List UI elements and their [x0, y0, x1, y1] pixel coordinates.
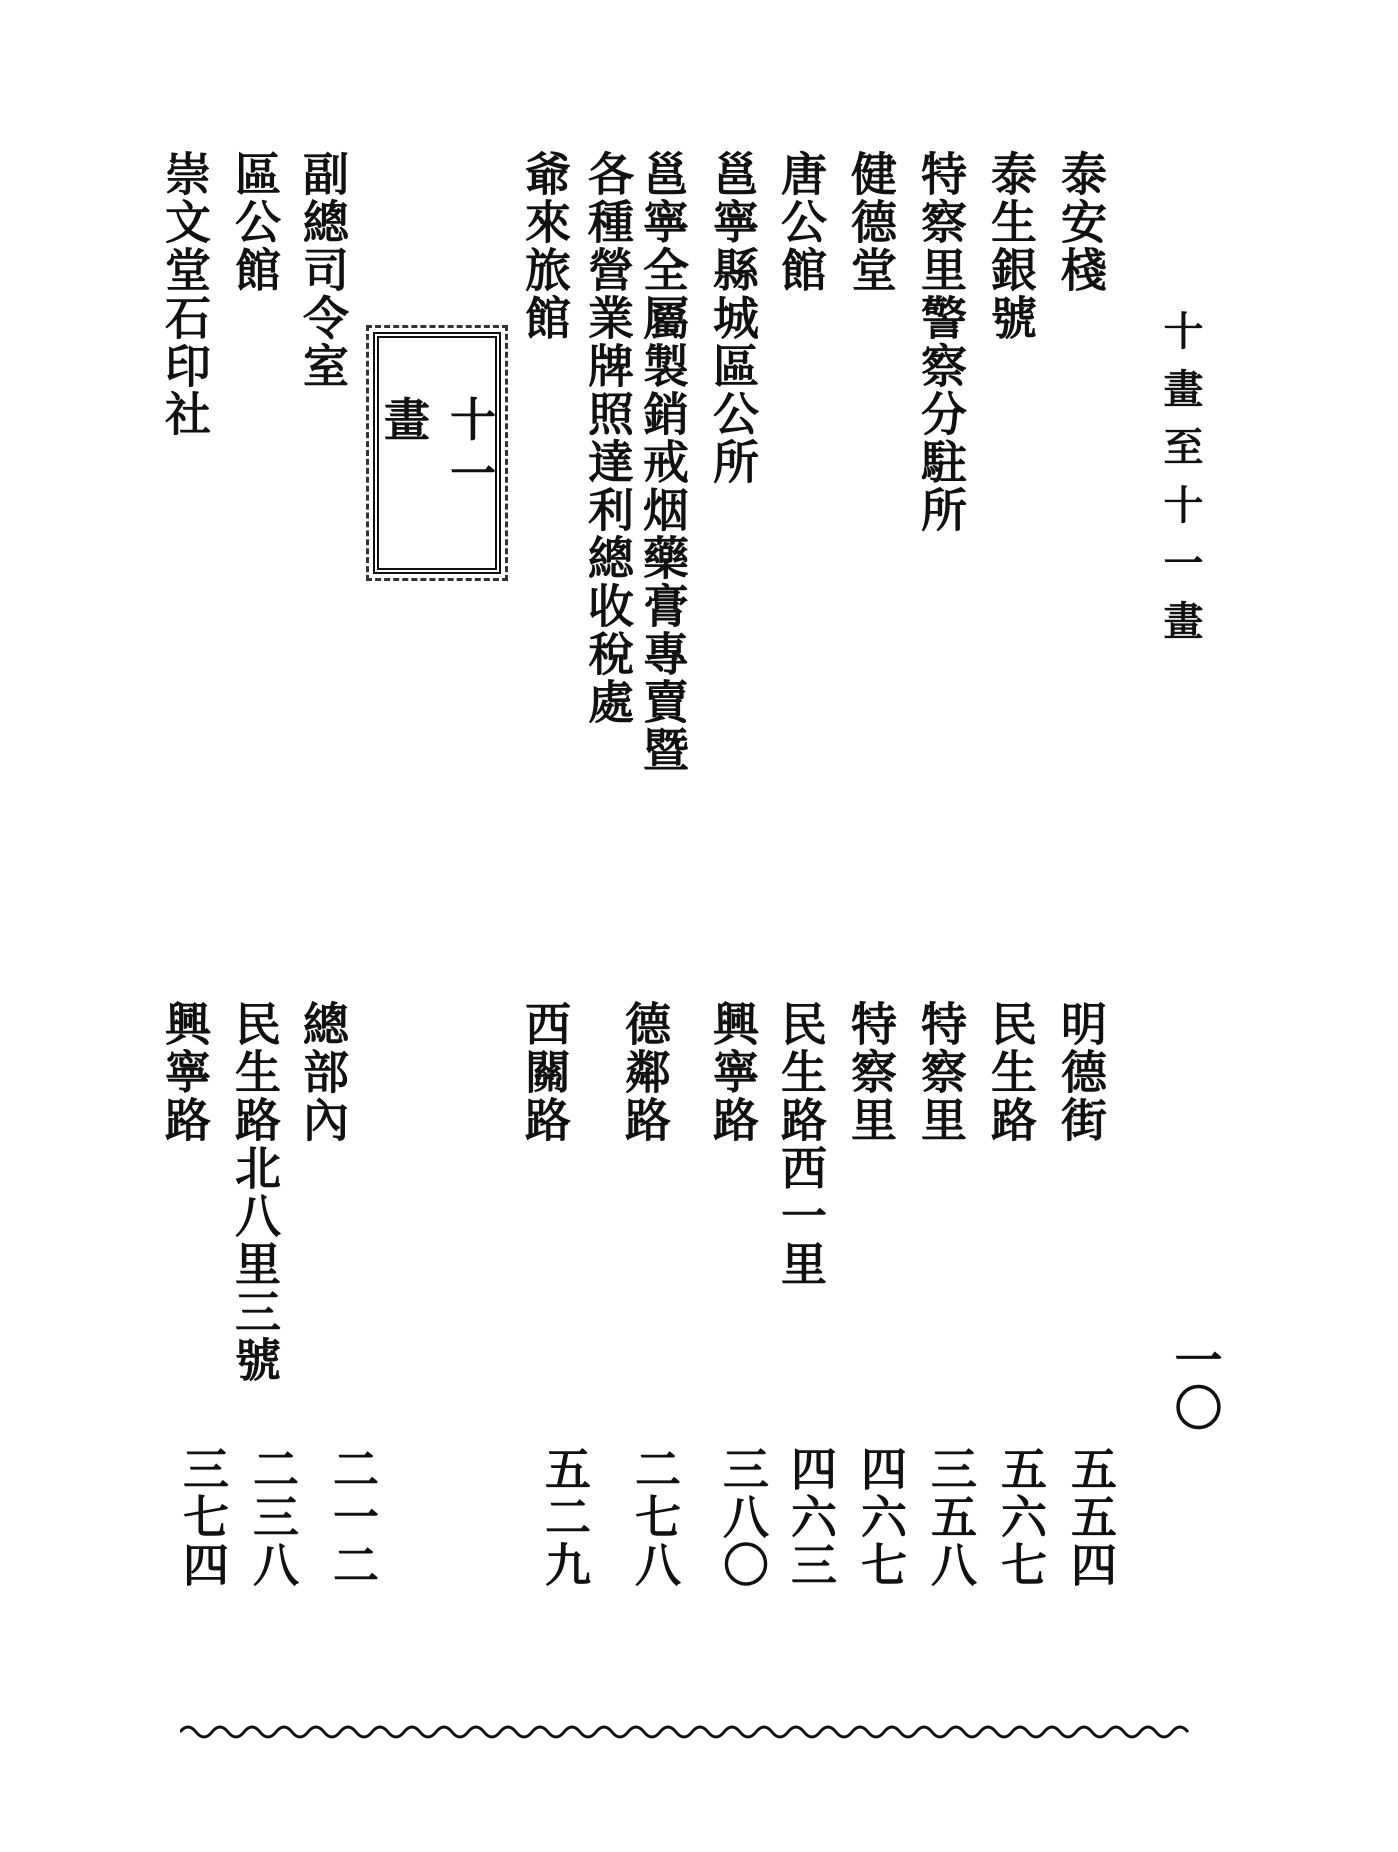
entry-name: 爺來旅館: [518, 150, 572, 342]
entry-name: 泰安棧: [1054, 150, 1108, 294]
decorative-wavy-rule: [180, 1720, 1190, 1744]
entry-phone: 二七八: [628, 1445, 682, 1589]
entry-address: 特察里: [914, 1000, 968, 1144]
entry-address: 民生路: [984, 1000, 1038, 1144]
section-marker-box: [373, 332, 501, 574]
entry-address: 興寧路: [158, 1000, 212, 1144]
page-number: 一〇: [1166, 1335, 1222, 1431]
entry-phone: 五五四: [1064, 1445, 1118, 1589]
entry-name: 泰生銀號: [984, 150, 1038, 342]
entry-name: 崇文堂石印社: [158, 150, 212, 438]
entry-phone: 五二九: [538, 1445, 592, 1589]
entry-name: 邕寧縣城區公所: [706, 150, 760, 486]
entry-phone: 五六七: [994, 1445, 1048, 1589]
entry-phone: 二三八: [246, 1445, 300, 1589]
entry-address: 興寧路: [706, 1000, 760, 1144]
entry-name: 特察里警察分駐所: [914, 150, 968, 534]
entry-name: 邕寧全屬製銷戒烟藥膏專賣暨: [636, 150, 690, 774]
entry-address: 明德街: [1054, 1000, 1108, 1144]
entry-name: 健德堂: [844, 150, 898, 294]
entry-phone: 四六七: [854, 1445, 908, 1589]
entry-phone: 二一二: [326, 1445, 380, 1589]
entry-address: 民生路西一里: [774, 1000, 828, 1288]
entry-address: 總部內: [296, 1000, 350, 1144]
entry-address: 德鄰路: [618, 1000, 672, 1144]
entry-address: 特察里: [844, 1000, 898, 1144]
entry-phone: 三八〇: [716, 1445, 770, 1589]
entry-name: 副總司令室: [296, 150, 350, 390]
entry-address: 民生路北八里三號: [228, 1000, 282, 1384]
entry-name: 各種營業牌照達利總收稅處: [581, 150, 635, 726]
entry-phone: 四六三: [784, 1445, 838, 1589]
entry-phone: 三五八: [924, 1445, 978, 1589]
entry-phone: 三七四: [176, 1445, 230, 1589]
entry-name: 唐公館: [774, 150, 828, 294]
entry-address: 西關路: [518, 1000, 572, 1144]
entry-name: 區公館: [228, 150, 282, 294]
section-marker-label: 十一畫: [377, 395, 497, 504]
section-range-header: 十畫至十一畫: [1157, 310, 1204, 658]
